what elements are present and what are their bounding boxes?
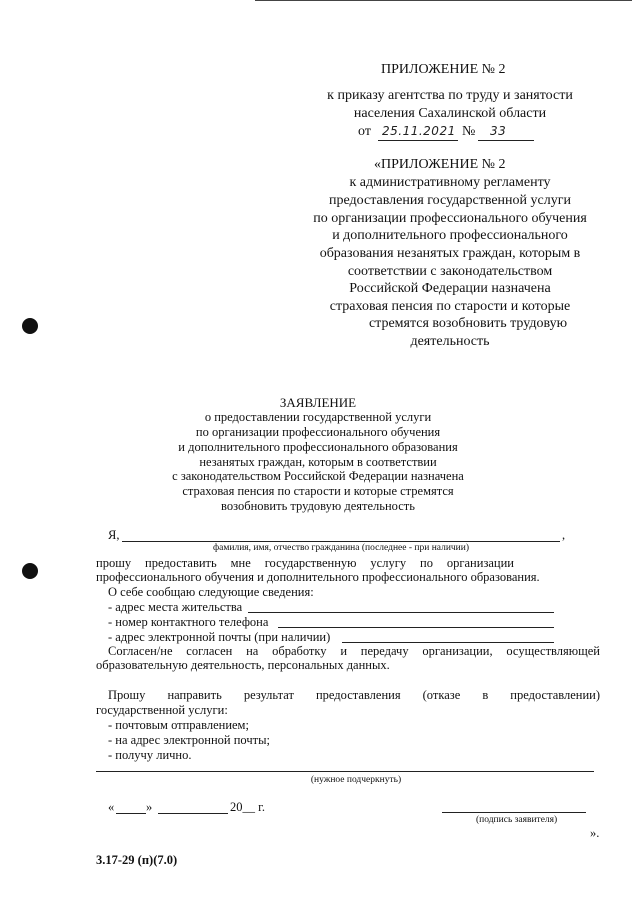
order-number: 33	[490, 124, 507, 138]
closing-quote: ».	[590, 826, 600, 840]
statement-line-5: с законодательством Российской Федерации назначена	[172, 469, 464, 483]
applicant-prefix: Я,	[108, 528, 120, 542]
order-date: 25.11.2021	[382, 124, 456, 138]
regulation-line-4: и дополнительного профессионального	[332, 228, 568, 243]
phone-field[interactable]	[278, 627, 554, 628]
date-month-field[interactable]	[158, 813, 228, 814]
request-line-1: прошу предоставить мне государственную услугу по организации	[96, 556, 514, 570]
email-label: - адрес электронной почты (при наличии)	[108, 630, 331, 644]
signature-field[interactable]	[442, 812, 586, 813]
order-date-line	[378, 140, 458, 141]
date-day-field[interactable]	[116, 813, 146, 814]
applicant-name-caption: фамилия, имя, отчество гражданина (последнее - при наличии)	[212, 543, 470, 553]
statement-line-4: незанятых граждан, которым в соответствии	[199, 455, 437, 469]
address-label: - адрес места жительства	[108, 600, 243, 614]
statement-title: ЗАЯВЛЕНИЕ	[279, 395, 357, 410]
request-line-2: профессионального обучения и дополнительного профессионального образования.	[96, 570, 540, 584]
regulation-line-2: предоставления государственной услуги	[329, 193, 571, 208]
statement-line-1: о предоставлении государственной услуги	[204, 410, 432, 424]
option-email[interactable]: - на адрес электронной почты;	[108, 733, 270, 747]
statement-line-7: возобновить трудовую деятельность	[221, 499, 415, 513]
date-open-quote: «	[108, 800, 115, 814]
order-from-label: от	[358, 124, 371, 139]
send-line-2: государственной услуги:	[96, 703, 228, 717]
signature-caption: (подпись заявителя)	[476, 815, 558, 825]
applicant-name-field[interactable]	[122, 541, 560, 542]
about-heading: О себе сообщаю следующие сведения:	[108, 585, 314, 599]
address-field[interactable]	[248, 612, 554, 613]
consent-line-1[interactable]: Согласен/не согласен на обработку и передачу организации, осуществляющей	[108, 644, 600, 658]
regulation-line-3: по организации профессионального обучения	[313, 211, 587, 226]
option-in-person[interactable]: - получу лично.	[108, 748, 192, 762]
statement-line-2: по организации профессионального обучения	[195, 425, 441, 439]
order-appendix-title: ПРИЛОЖЕНИЕ № 2	[381, 62, 506, 77]
regulation-line-1: к административному регламенту	[349, 175, 551, 190]
regulation-line-6: соответствии с законодательством	[347, 264, 553, 279]
punch-hole-top	[22, 318, 38, 334]
regulation-line-5: образования незанятых граждан, которым в	[319, 246, 581, 261]
statement-line-3: и дополнительного профессионального образования	[178, 440, 458, 454]
regulation-line-8: страховая пенсия по старости и которые	[329, 299, 571, 314]
order-number-label: №	[462, 124, 476, 139]
date-year: 20__ г.	[230, 800, 265, 814]
punch-hole-bottom	[22, 563, 38, 579]
document-code: 3.17-29 (п)(7.0)	[96, 853, 178, 867]
option-mail[interactable]: - почтовым отправлением;	[108, 718, 249, 732]
applicant-comma: ,	[562, 528, 566, 542]
statement-line-6: страховая пенсия по старости и которые стремятся	[182, 484, 454, 498]
underline-rule	[96, 771, 594, 772]
underline-caption: (нужное подчеркнуть)	[310, 775, 402, 785]
scan-edge-line	[255, 0, 632, 1]
regulation-line-9: стремятся возобновить трудовую	[368, 316, 568, 331]
order-line-2: населения Сахалинской области	[353, 106, 547, 121]
date-close-quote: »	[146, 800, 153, 814]
email-field[interactable]	[342, 642, 554, 643]
regulation-appendix-title: «ПРИЛОЖЕНИЕ № 2	[374, 157, 506, 172]
phone-label: - номер контактного телефона	[108, 615, 269, 629]
order-line-1: к приказу агентства по труду и занятости	[327, 88, 573, 103]
order-number-line	[478, 140, 534, 141]
regulation-line-7: Российской Федерации назначена	[349, 281, 551, 296]
consent-line-2: образовательную деятельность, персональных данных.	[96, 658, 390, 672]
regulation-line-10: деятельность	[410, 334, 490, 349]
send-line-1: Прошу направить результат предоставления (отказе в предоставлении)	[108, 688, 600, 702]
